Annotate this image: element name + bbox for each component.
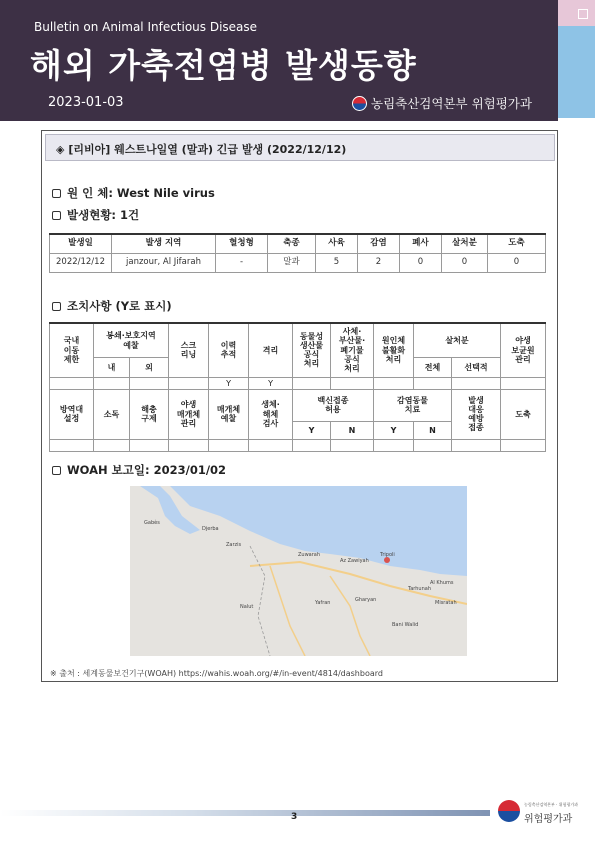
vector-survey-header: 매개체 예찰 bbox=[209, 389, 249, 439]
pathogen-line: 원 인 체: West Nile virus bbox=[52, 185, 215, 201]
map-label-zuwarah: Zuwarah bbox=[298, 552, 321, 558]
measures-table bbox=[49, 322, 546, 452]
animal-products-header: 동물성 생산물 공식 처리 bbox=[293, 323, 331, 377]
slaughter-header: 도축 bbox=[501, 389, 546, 439]
treatment-n-header: N bbox=[414, 421, 452, 439]
map-label-zarzis: Zarzis bbox=[226, 542, 242, 548]
wild-vector-header: 야생 매개체 관리 bbox=[169, 389, 209, 439]
map-label-baniwalid: Bani Walid bbox=[392, 622, 419, 628]
map-label-djerba: Djerba bbox=[202, 526, 219, 532]
wildlife-header: 야생 보균원 관리 bbox=[501, 323, 546, 377]
outbreak-map[interactable] bbox=[130, 486, 467, 656]
diamond-bullet-icon: ◈ bbox=[56, 143, 65, 156]
footer-org-small: 농림축산검역본부 · 위험평가과 bbox=[524, 802, 579, 807]
map-label-tripoli: Tripoli bbox=[380, 552, 395, 558]
checkbox-square-icon bbox=[52, 302, 61, 311]
table-row: Y Y bbox=[50, 377, 546, 389]
vaccine-n-header: N bbox=[331, 421, 374, 439]
zone-inside-header: 내 bbox=[94, 358, 130, 377]
outbreak-table-header: 발생일 발생 지역 혈청형 축종 사육 감염 폐사 살처분 도축 bbox=[50, 234, 546, 253]
map-label-khums: Al Khums bbox=[430, 580, 454, 586]
report-date: 2023-01-03 bbox=[48, 95, 124, 110]
zoning-header: 방역대 설정 bbox=[50, 389, 94, 439]
map-label-tarhunah: Tarhunah bbox=[408, 586, 431, 592]
bulletin-label: Bulletin on Animal Infectious Disease bbox=[34, 20, 258, 34]
footer-bar bbox=[0, 810, 490, 816]
checkbox-square-icon bbox=[52, 189, 61, 198]
bio-test-header: 생체· 해체 검사 bbox=[249, 389, 293, 439]
pest-control-header: 해충 구제 bbox=[130, 389, 169, 439]
taegeuk-logo-icon bbox=[352, 96, 367, 111]
carcass-header: 사체· 부산물· 폐기물 공식 처리 bbox=[331, 323, 374, 377]
cull-header: 살처분 bbox=[414, 323, 501, 358]
zone-outside-header: 외 bbox=[130, 358, 169, 377]
vaccine-header: 백신접종 허용 bbox=[293, 389, 374, 421]
checkbox-square-icon bbox=[52, 211, 61, 220]
table-row bbox=[50, 439, 546, 451]
checkbox-square-icon bbox=[52, 466, 61, 475]
vaccine-y-header: Y bbox=[293, 421, 331, 439]
footer-org: 위험평가과 bbox=[524, 814, 573, 825]
page-number: 3 bbox=[291, 812, 298, 822]
map-label-yafran: Yafran bbox=[315, 600, 331, 606]
accent-square-icon bbox=[578, 9, 588, 19]
prevent-vaccine-header: 발생 대응 예방 접종 bbox=[452, 389, 501, 439]
map-label-zawiyah: Az Zawiyah bbox=[340, 558, 369, 564]
org-name bbox=[352, 94, 532, 112]
map-label-misratah: Misratah bbox=[435, 600, 457, 606]
map-label-gabes: Gabès bbox=[144, 520, 160, 526]
treatment-y-header: Y bbox=[374, 421, 414, 439]
map-label-nalut: Nalut bbox=[240, 604, 254, 610]
org-label: 농림축산검역본부 위험평가과 bbox=[371, 96, 532, 111]
taegeuk-logo-icon bbox=[498, 800, 520, 822]
land-shape bbox=[130, 486, 467, 656]
cull-selective-header: 선택적 bbox=[452, 358, 501, 377]
treatment-header: 감염동물 치료 bbox=[374, 389, 452, 421]
page-title: 해외 가축전염병 발생동향 bbox=[30, 46, 417, 85]
trace-header: 이력 추적 bbox=[209, 323, 249, 377]
pathogen-inactivation-header: 원인체 불활화 처리 bbox=[374, 323, 414, 377]
accent-pink-block bbox=[558, 0, 595, 26]
status-line: 발생현황: 1건 bbox=[52, 207, 139, 223]
section-title-bar bbox=[45, 134, 555, 161]
map-label-gharyan: Gharyan bbox=[355, 597, 377, 603]
source-note: ※ 출처 : 세계동물보건기구(WOAH) https://wahis.woah.org/#/in-event/4814/dashboard bbox=[50, 669, 383, 678]
table-row: 2022/12/12 janzour, Al Jifarah - 말과 5 2 0 0 0 bbox=[50, 253, 546, 272]
outbreak-table bbox=[49, 233, 546, 273]
quarantine-header: 격리 bbox=[249, 323, 293, 377]
domestic-movement-header: 국내 이동 제한 bbox=[50, 323, 94, 377]
zone-surveillance-header: 봉쇄·보호지역 예찰 bbox=[94, 323, 169, 358]
screening-header: 스크 리닝 bbox=[169, 323, 209, 377]
map-svg bbox=[130, 486, 467, 656]
measures-line: 조치사항 (Y로 표시) bbox=[52, 298, 172, 314]
woah-report-line: WOAH 보고일: 2023/01/02 bbox=[52, 462, 226, 478]
disinfect-header: 소독 bbox=[94, 389, 130, 439]
section-title: [리비아] 웨스트나일열 (말과) 긴급 발생 (2022/12/12) bbox=[68, 143, 347, 156]
cull-all-header: 전체 bbox=[414, 358, 452, 377]
